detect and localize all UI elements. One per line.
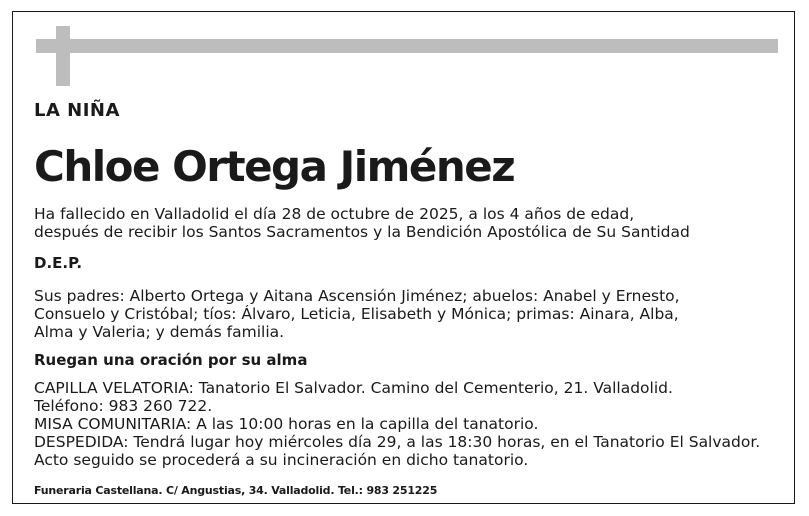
service-line: Teléfono: 983 260 722. [34, 397, 213, 415]
funeral-home-footer: Funeraria Castellana. C/ Angustias, 34. Valladolid. Tel.: 983 251225 [34, 484, 438, 497]
death-line: después de recibir los Santos Sacramentos y la Bendición Apostólica de Su Santidad [34, 223, 690, 241]
family-list [34, 287, 680, 341]
service-line: Acto seguido se procederá a su incineración en dicho tanatorio. [34, 451, 529, 469]
service-details [34, 379, 760, 469]
header-rule [89, 39, 778, 53]
family-line: Alma y Valeria; y demás familia. [34, 323, 285, 341]
death-announcement [34, 205, 690, 241]
death-line: Ha fallecido en Valladolid el día 28 de octubre de 2025, a los 4 años de edad, [34, 205, 635, 223]
cross-icon [56, 26, 70, 86]
cross-icon-arm [36, 39, 90, 53]
family-line: Consuelo y Cristóbal; tíos: Álvaro, Leticia, Elisabeth y Mónica; primas: Ainara, Alba, [34, 305, 679, 323]
service-line: MISA COMUNITARIA: A las 10:00 horas en la capilla del tanatorio. [34, 415, 539, 433]
service-line: DESPEDIDA: Tendrá lugar hoy miércoles día 29, a las 18:30 horas, en el Tanatorio El Salvador. [34, 433, 761, 451]
dep-label: D.E.P. [34, 254, 83, 272]
prayer-request: Ruegan una oración por su alma [34, 351, 308, 369]
deceased-descriptor: LA NIÑA [34, 100, 120, 121]
deceased-name: Chloe Ortega Jiménez [34, 142, 515, 191]
service-line: CAPILLA VELATORIA: Tanatorio El Salvador. Camino del Cementerio, 21. Valladolid. [34, 379, 673, 397]
obituary-notice [12, 11, 795, 504]
family-line: Sus padres: Alberto Ortega y Aitana Ascensión Jiménez; abuelos: Anabel y Ernesto, [34, 287, 680, 305]
